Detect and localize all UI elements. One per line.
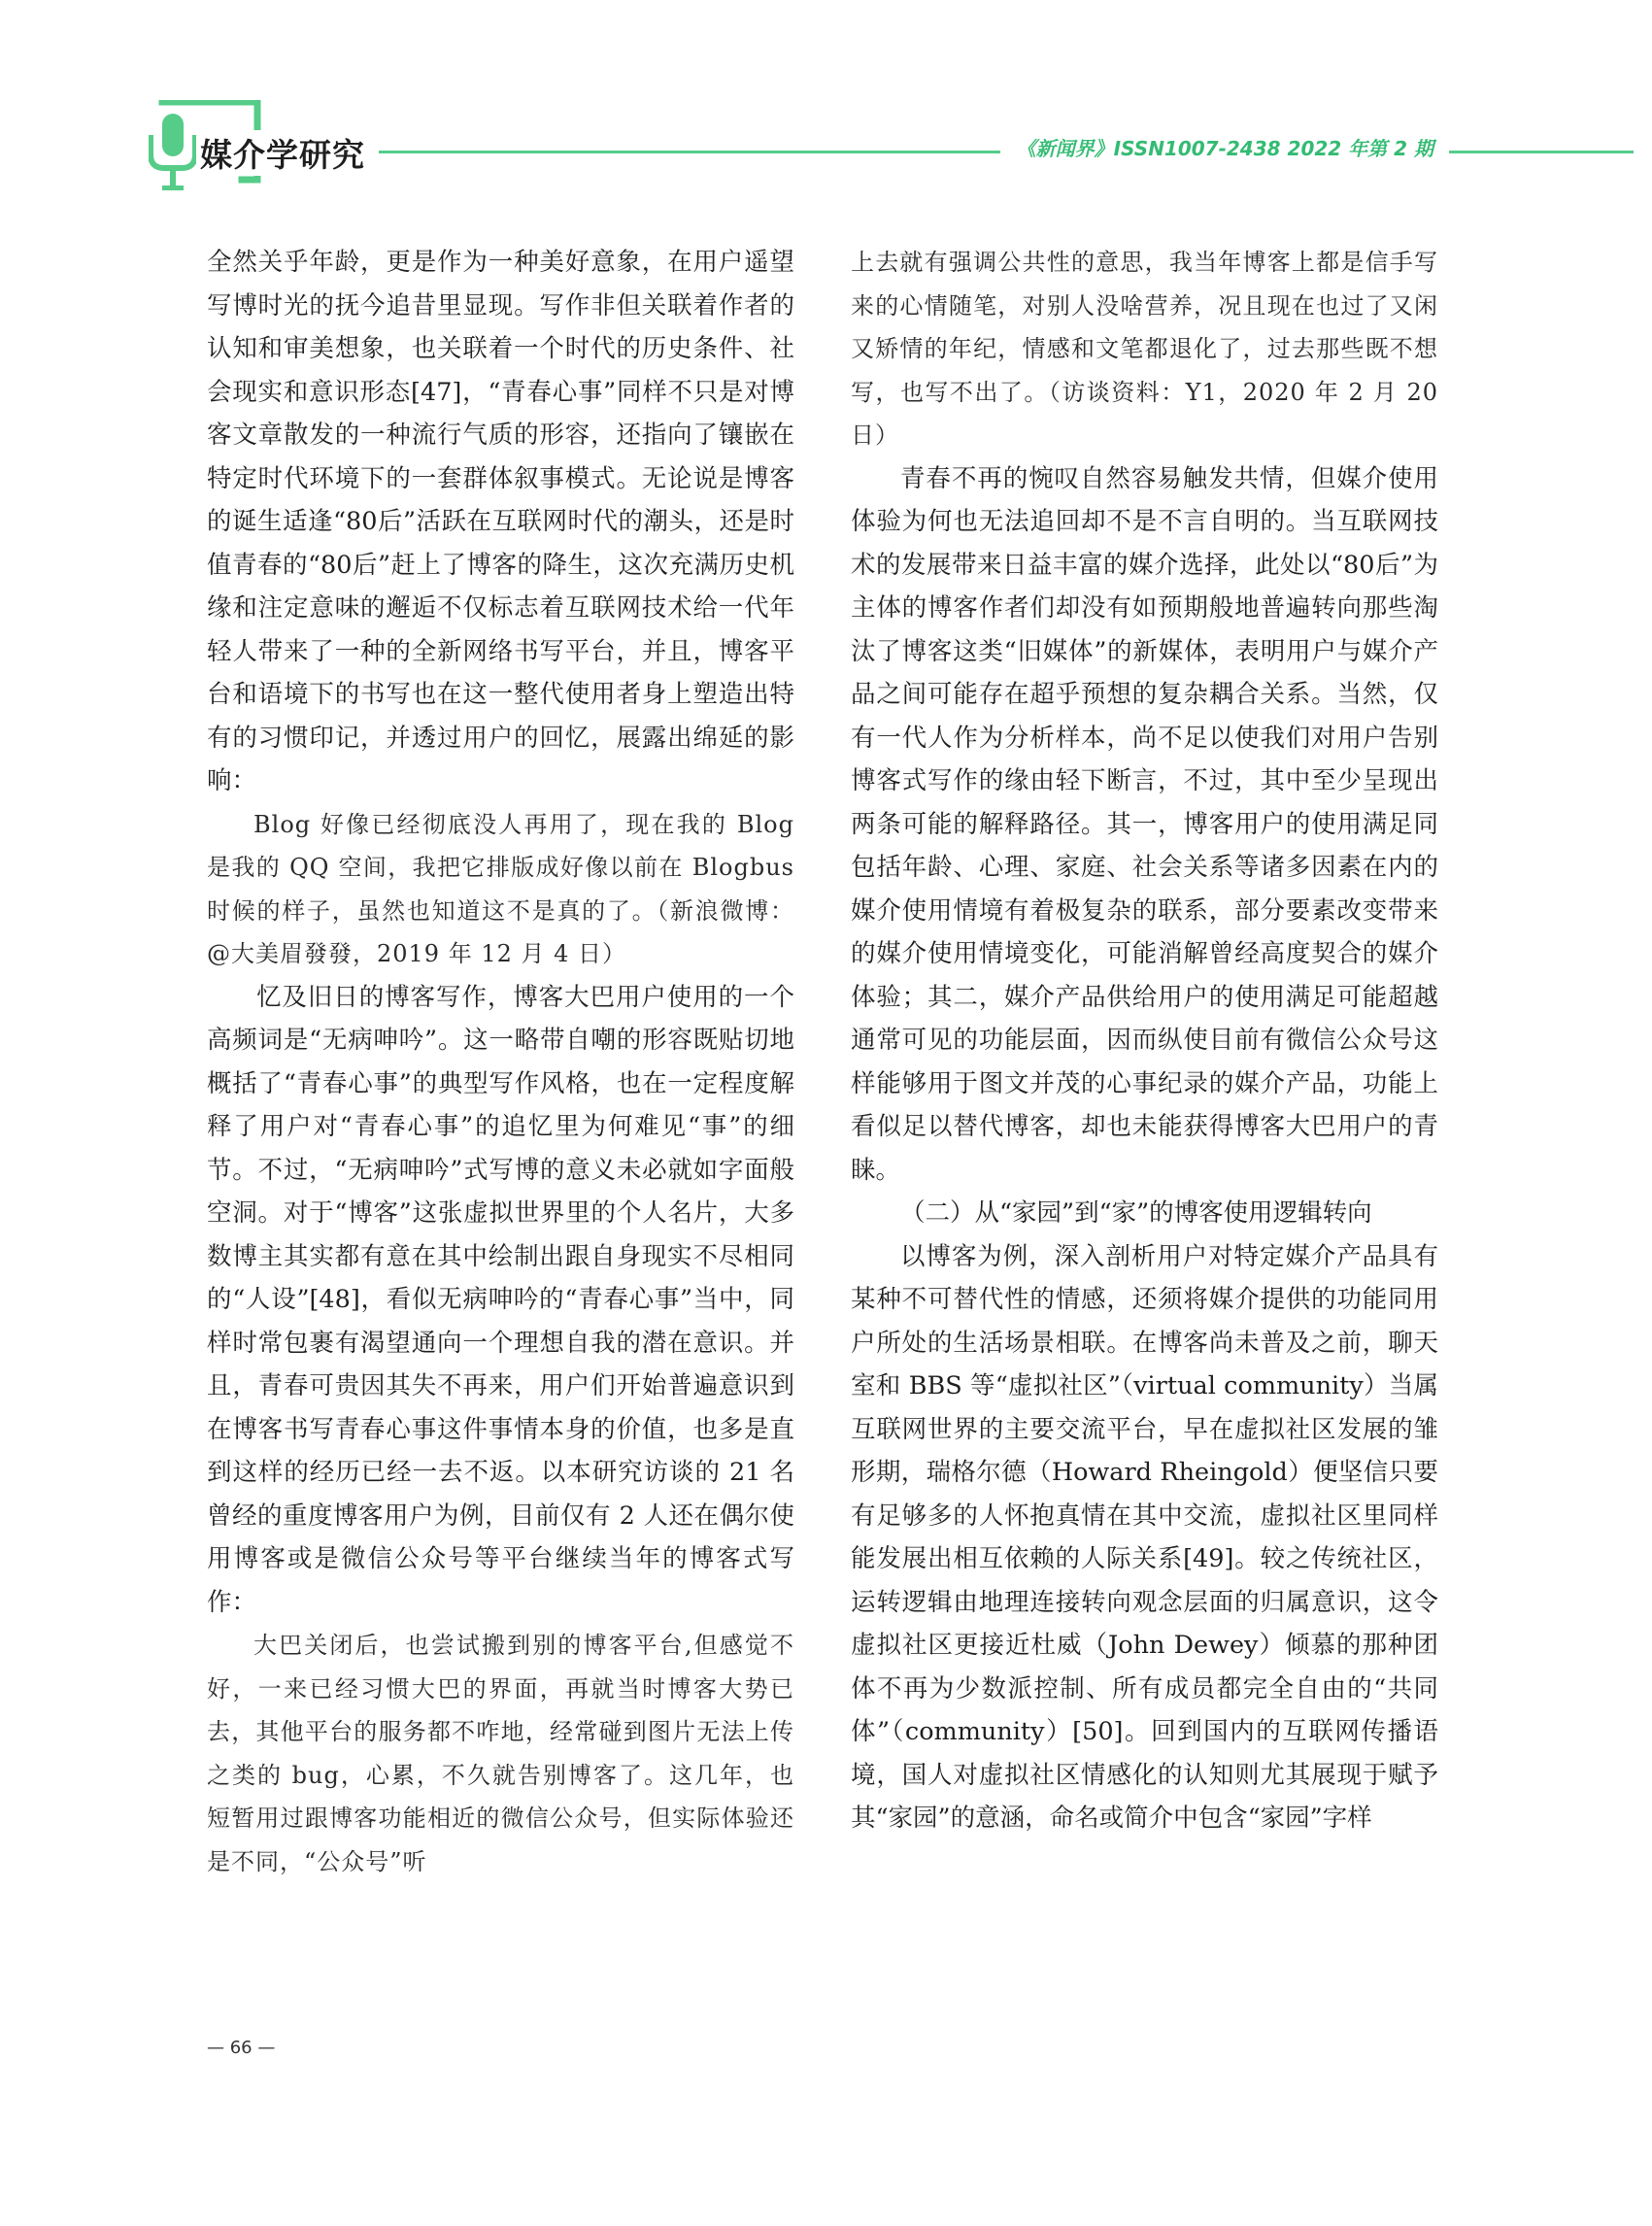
body-paragraph: 全然关乎年龄，更是作为一种美好意象，在用户遥望写博时光的抚今追昔里显现。写作非但关联着作者的认知和审美想象，也关联着一个时代的历史条件、社会现实和意识形态[47]，“青春心事”同样不只是对博客文章散发的一种流行气质的形容，还指向了镶嵌在特定时代环境下的一套群体叙事模式。无论说是博客的诞生适逢“80后”活跃在互联网时代的潮头，还是时值青春的“80后”赶上了博客的降生，这次充满历史机缘和注定意味的邂逅不仅标志着互联网技术给一代年轻人带来了一种的全新网络书写平台，并且，博客平台和语境下的书写也在这一整代使用者身上塑造出特有的习惯印记，并透过用户的回忆，展露出绵延的影响： <box>207 248 794 795</box>
right-column <box>851 241 1438 1840</box>
page-number: — 66 — <box>207 2038 276 2058</box>
header-rule-right <box>1449 151 1634 153</box>
left-column <box>207 241 794 1883</box>
header-rule-left <box>379 151 1000 153</box>
body-paragraph: 青春不再的惋叹自然容易触发共情，但媒介使用体验为何也无法追回却不是不言自明的。当互联网技术的发展带来日益丰富的媒介选择，此处以“80后”为主体的博客作者们却没有如预期般地普遍转向那些淘汰了博客这类“旧媒体”的新媒体，表明用户与媒介产品之间可能存在超乎预想的复杂耦合关系。当然，仅有一代人作为分析样本，尚不足以使我们对用户告别博客式写作的缘由轻下断言，不过，其中至少呈现出两条可能的解释路径。其一，博客用户的使用满足同包括年龄、心理、家庭、社会关系等诸多因素在内的媒介使用情境有着极复杂的联系，部分要素改变带来的媒介使用情境变化，可能消解曾经高度契合的媒介体验；其二，媒介产品供给用户的使用满足可能超越通常可见的功能层面，因而纵使目前有微信公众号这样能够用于图文并茂的心事纪录的媒介产品，功能上看似足以替代博客，却也未能获得博客大巴用户的青睐。 <box>851 463 1438 1185</box>
interview-quote: 上去就有强调公共性的意思，我当年博客上都是信手写来的心情随笔，对别人没啥营养，况且现在也过了又闲又矫情的年纪，情感和文笔都退化了，过去那些既不想写，也写不出了。（访谈资料：Y1，2020 年 2 月 20 日） <box>851 249 1438 449</box>
body-paragraph: 忆及旧日的博客写作，博客大巴用户使用的一个高频词是“无病呻吟”。这一略带自嘲的形容既贴切地概括了“青春心事”的典型写作风格，也在一定程度解释了用户对“青春心事”的追忆里为何难见“事”的细节。不过，“无病呻吟”式写博的意义未必就如字面般空洞。对于“博客”这张虚拟世界里的个人名片，大多数博主其实都有意在其中绘制出跟自身现实不尽相同的“人设”[48]，看似无病呻吟的“青春心事”当中，同样时常包裹有渴望通向一个理想自我的潜在意识。并且，青春可贵因其失不再来，用户们开始普遍意识到在博客书写青春心事这件事情本身的价值，也多是直到这样的经历已经一去不返。以本研究访谈的 21 名曾经的重度博客用户为例，目前仅有 2 人还在偶尔使用博客或是微信公众号等平台继续当年的博客式写作： <box>207 982 794 1617</box>
interview-quote: 大巴关闭后，也尝试搬到别的博客平台,但感觉不好，一来已经习惯大巴的界面，再就当时博客大势已去，其他平台的服务都不咋地，经常碰到图片无法上传之类的 bug，心累，不久就告别博客了。这几年，也短暂用过跟博客功能相近的微信公众号，但实际体验还是不同，“公众号”听 <box>207 1632 794 1875</box>
section-title: 媒介学研究 <box>196 130 371 176</box>
body-paragraph: 以博客为例，深入剖析用户对特定媒介产品具有某种不可替代性的情感，还须将媒介提供的功能同用户所处的生活场景相联。在博客尚未普及之前，聊天室和 BBS 等“虚拟社区”（virtual community）当属互联网世界的主要交流平台，早在虚拟社区发展的雏形期，瑞格尔德（Howard Rheingold）便坚信只要有足够多的人怀抱真情在其中交流，虚拟社区里同样能发展出相互依赖的人际关系[49]。较之传统社区，运转逻辑由地理连接转向观念层面的归属意识，这令虚拟社区更接近杜威（John Dewey）倾慕的那种团体不再为少数派控制、所有成员都完全自由的“共同体”（community）[50]。回到国内的互联网传播语境，国人对虚拟社区情感化的认知则尤其展现于赋予其“家园”的意涵，命名或简介中包含“家园”字样 <box>851 1241 1438 1833</box>
section-heading: （二）从“家园”到“家”的博客使用逻辑转向 <box>900 1198 1372 1228</box>
interview-quote: Blog 好像已经彻底没人再用了，现在我的 Blog 是我的 QQ 空间，我把它排版成好像以前在 Blogbus 时候的样子，虽然也知道这不是真的了。（新浪微博：@大美眉發發，2019 年 12 月 4 日） <box>207 810 794 967</box>
journal-info: 《新闻界》ISSN1007-2438 2022 年第 2 期 <box>1016 137 1433 160</box>
